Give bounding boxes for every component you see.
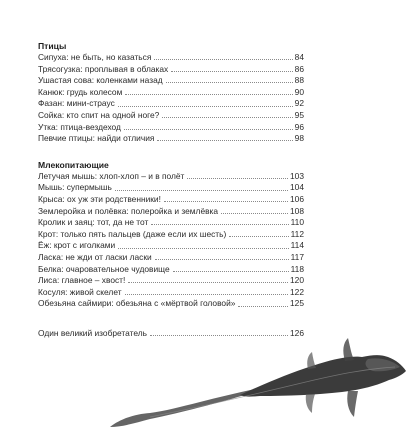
toc-entry: [38, 98, 304, 110]
toc-entry-label: Один великий изобретатель: [38, 327, 147, 338]
toc-entry-label: Сойка: кто спит на одной ноге?: [38, 109, 160, 120]
section-birds: [38, 41, 304, 145]
dot-leader: [125, 94, 292, 95]
toc-entry-label: Канюк: грудь колесом: [38, 86, 123, 97]
toc-entry: [38, 171, 304, 183]
toc-entry: [38, 298, 304, 310]
toc-entry-page: 86: [294, 63, 304, 74]
toc-entry-label: Мышь: супермышь: [38, 182, 112, 193]
toc-entry-label: Белка: очаровательное чудовище: [38, 263, 170, 274]
toc-entry-label: Ласка: не жди от ласки ласки: [38, 251, 152, 262]
toc-entry-label: Косуля: живой скелет: [38, 286, 122, 297]
toc-entry: [38, 264, 304, 276]
dot-leader: [128, 282, 288, 283]
fish-fin: [347, 391, 358, 417]
toc-entry-page: 122: [290, 286, 304, 297]
toc-entry-label: Фазан: мини-страус: [38, 98, 115, 109]
section-title-mammals: Млекопитающие: [38, 159, 109, 170]
toc-entry: [38, 122, 304, 134]
toc-entry-label: Летучая мышь: хлоп-хлоп – и в полёт: [38, 170, 185, 181]
toc-entry: [38, 206, 304, 218]
fish-fin: [307, 352, 316, 369]
toc-entry: [38, 287, 304, 299]
toc-entry: [38, 75, 304, 87]
fish-fin: [343, 338, 354, 361]
toc-entry: [38, 229, 304, 241]
toc-entry-label: Крот: только пять пальцев (даже если их шесть): [38, 228, 227, 239]
section-gap: [38, 310, 304, 328]
toc-entry-label: Ёж: крот с иголками: [38, 240, 116, 251]
toc-entry-label: Обезьяна саймири: обезьяна с «мёртвой головой»: [38, 298, 236, 309]
dot-leader: [238, 306, 288, 307]
dot-leader: [187, 178, 288, 179]
toc-entry: [38, 133, 304, 145]
toc-entry: [38, 217, 304, 229]
fish-fin: [306, 394, 315, 413]
toc-entry-page: 90: [294, 86, 304, 97]
section-gap: [38, 145, 304, 160]
dot-leader: [118, 248, 288, 249]
dot-leader: [166, 82, 293, 83]
toc-entry-page: 114: [290, 240, 304, 251]
toc-entry: [38, 52, 304, 64]
dot-leader: [171, 71, 292, 72]
dot-leader: [124, 129, 293, 130]
toc-entry-label: Кролик и заяц: тот, да не тот: [38, 217, 149, 228]
toc-entry-label: Крыса: ох уж эти родственники!: [38, 193, 161, 204]
dot-leader: [155, 259, 289, 260]
toc-entry-page: 108: [290, 205, 304, 216]
dot-leader: [154, 59, 292, 60]
toc-entry-page: 112: [290, 228, 304, 239]
toc-entry-label: Трясогузка: проплывая в облаках: [38, 63, 169, 74]
dot-leader: [221, 213, 288, 214]
toc-entry: [38, 194, 304, 206]
dot-leader: [151, 224, 288, 225]
toc-entry: [38, 64, 304, 76]
toc-entry: [38, 252, 304, 264]
toc-entry-label: Лиса: главное – хвост!: [38, 275, 126, 286]
toc-entry-page: 95: [294, 109, 304, 120]
dot-leader: [164, 201, 288, 202]
toc-entry-page: 118: [290, 263, 304, 274]
toc-entry-page: 110: [290, 217, 304, 228]
toc-entry-page: 106: [290, 193, 304, 204]
dot-leader: [229, 236, 288, 237]
toc-entry-label: Утка: птица-вездеход: [38, 121, 121, 132]
dot-leader: [173, 271, 289, 272]
dot-leader: [157, 140, 292, 141]
toc-entry-page: 120: [290, 275, 304, 286]
dot-leader: [125, 294, 288, 295]
dot-leader: [118, 106, 293, 107]
toc-entry-page: 98: [294, 133, 304, 144]
toc-entry-label: Певчие птицы: найди отличия: [38, 133, 155, 144]
toc-entry-page: 125: [290, 298, 304, 309]
dot-leader: [162, 117, 292, 118]
table-of-contents: [38, 41, 304, 339]
section-title-birds: Птицы: [38, 41, 67, 51]
toc-entry: [38, 110, 304, 122]
toc-entry-label: Ушастая сова: коленками назад: [38, 75, 163, 86]
toc-entry-page: 126: [290, 327, 304, 338]
toc-entry: [38, 240, 304, 252]
toc-entry-label: Сипуха: не быть, но казаться: [38, 52, 152, 62]
section-mammals: [38, 160, 304, 310]
toc-entry-label: Землеройка и полёвка: полеройка и землёвка: [38, 205, 219, 216]
toc-entry: [38, 87, 304, 99]
toc-entry-page: 104: [290, 182, 304, 193]
fish-tail: [110, 388, 260, 427]
toc-entry-page: 88: [294, 75, 304, 86]
toc-entry-page: 92: [294, 98, 304, 109]
toc-entry-page: 84: [294, 52, 304, 62]
toc-entry-page: 96: [294, 121, 304, 132]
fish-xray-icon: [110, 335, 410, 436]
toc-entry-page: 103: [290, 170, 304, 181]
toc-entry: [38, 275, 304, 287]
toc-entry: [38, 182, 304, 194]
dot-leader: [115, 190, 288, 191]
toc-entry-page: 117: [290, 251, 304, 262]
